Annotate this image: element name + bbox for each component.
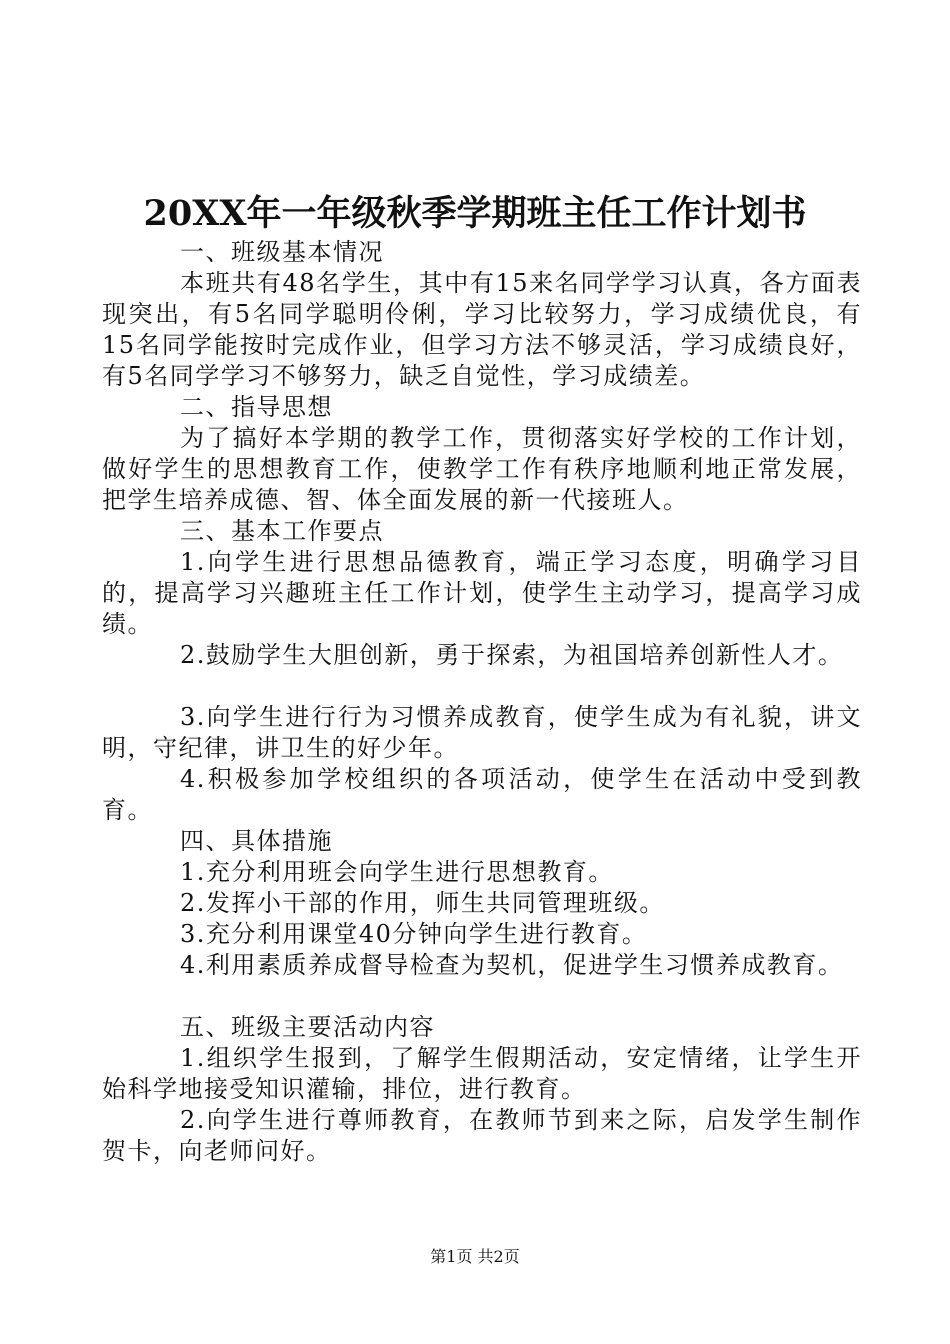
section-heading-measures: 四、具体措施	[180, 827, 333, 855]
document-title: 20XX年一年级秋季学期班主任工作计划书	[143, 193, 807, 234]
list-item-measure-3: 3.充分利用课堂40分钟向学生进行教育。	[180, 920, 648, 948]
section-heading-class-info: 一、班级基本情况	[180, 238, 384, 266]
list-item-measure-2: 2.发挥小干部的作用，师生共同管理班级。	[180, 889, 665, 917]
section-heading-guiding-thought: 二、指导思想	[180, 393, 333, 421]
paragraph-guiding-thought: 为了搞好本学期的教学工作，贯彻落实好学校的工作计划，做好学生的思想教育工作，使教学工作有秩序地顺利地正常发展，把学生培养成德、智、体全面发展的新一代接班人。	[102, 424, 862, 514]
section-heading-activities: 五、班级主要活动内容	[180, 1013, 435, 1041]
paragraph-class-info: 本班共有48名学生，其中有15来名同学学习认真，各方面表现突出，有5名同学聪明伶俐，学习比较努力，学习成绩优良，有15名同学能按时完成作业，但学习方法不够灵活，学习成绩良好，有5名同学学习不够努力，缺乏自觉性，学习成绩差。	[102, 269, 862, 390]
list-item-measure-4: 4.利用素质养成督导检查为契机，促进学生习惯养成教育。	[180, 951, 844, 979]
list-item-work-point-1: 1.向学生进行思想品德教育，端正学习态度，明确学习目的，提高学习兴趣班主任工作计划，使学生主动学习，提高学习成绩。	[102, 548, 862, 638]
list-item-activity-1: 1.组织学生报到，了解学生假期活动，安定情绪，让学生开始科学地接受知识灌输，排位，进行教育。	[102, 1044, 862, 1103]
list-item-work-point-4: 4.积极参加学校组织的各项活动，使学生在活动中受到教育。	[102, 765, 862, 824]
list-item-measure-1: 1.充分利用班会向学生进行思想教育。	[180, 858, 614, 886]
section-heading-work-points: 三、基本工作要点	[180, 517, 384, 545]
list-item-activity-2: 2.向学生进行尊师教育，在教师节到来之际，启发学生制作贺卡，向老师问好。	[102, 1106, 862, 1165]
document-body	[102, 237, 862, 1167]
list-item-work-point-2: 2.鼓励学生大胆创新，勇于探索，为祖国培养创新性人才。	[180, 641, 844, 669]
list-item-work-point-3: 3.向学生进行行为习惯养成教育，使学生成为有礼貌，讲文明，守纪律，讲卫生的好少年。	[102, 703, 862, 762]
page-number-footer: 第1页 共2页	[430, 1247, 520, 1266]
